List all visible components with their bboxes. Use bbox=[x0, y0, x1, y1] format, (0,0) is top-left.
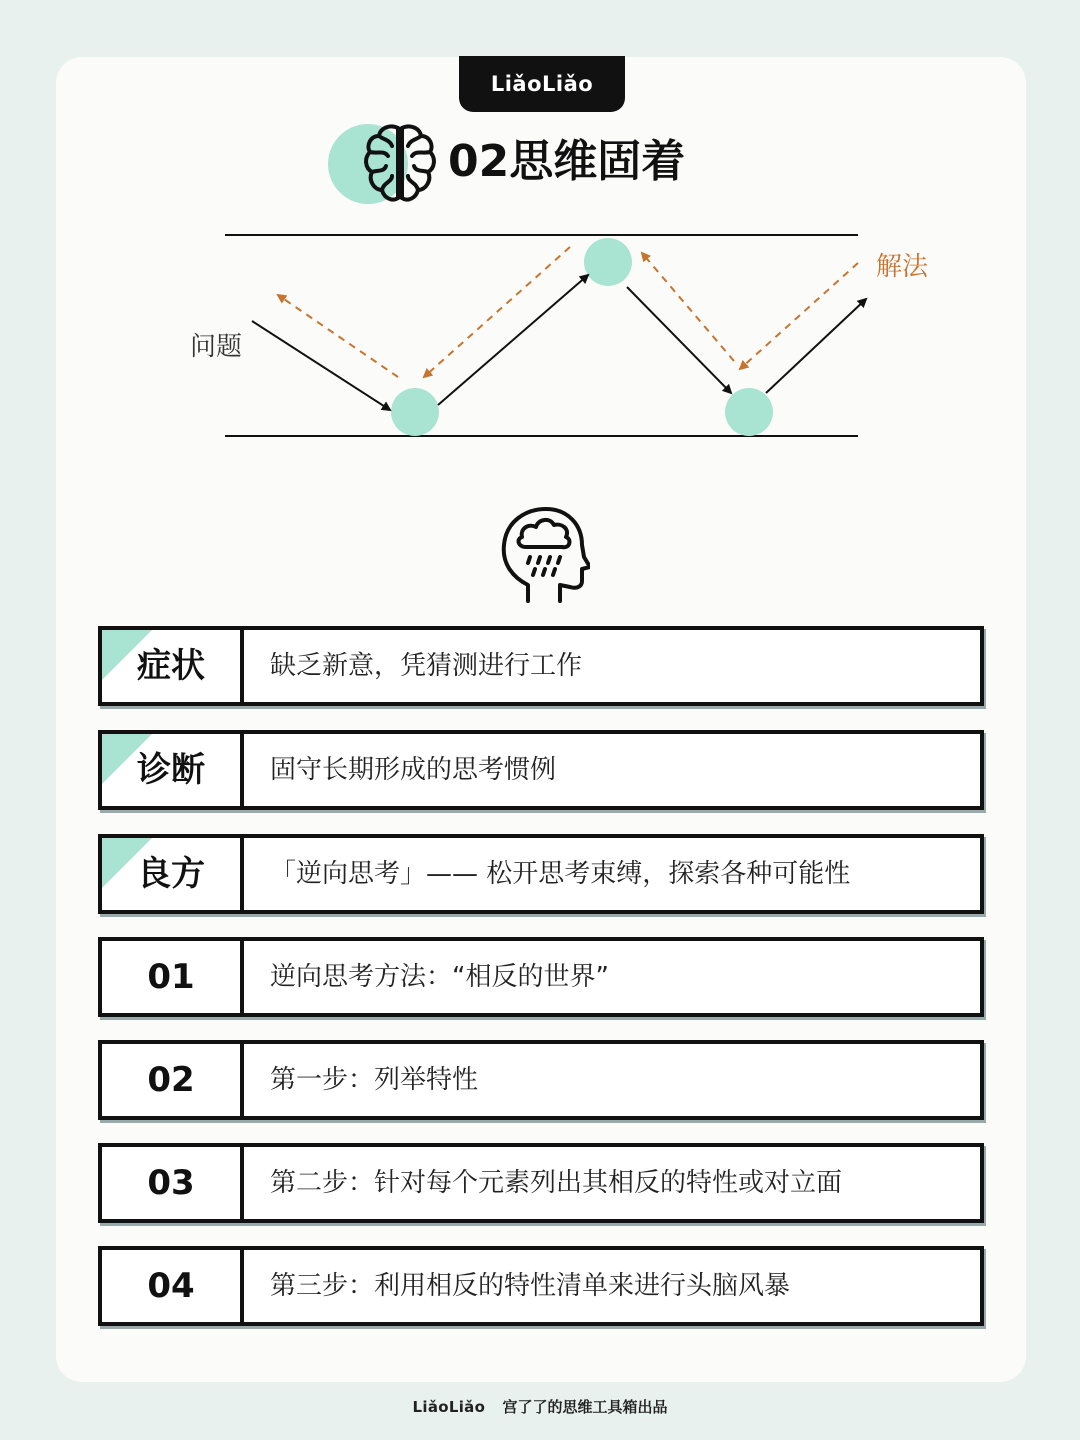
row-key-cell bbox=[102, 1250, 244, 1322]
table-row bbox=[98, 937, 984, 1017]
bounce-node-1 bbox=[391, 388, 439, 436]
table-row bbox=[98, 1040, 984, 1120]
solid-arrow-4 bbox=[766, 299, 866, 393]
table-row bbox=[98, 626, 984, 706]
row-value: 第一步：列举特性 bbox=[270, 1065, 479, 1095]
problem-solution-diagram bbox=[180, 225, 960, 455]
row-value: 缺乏新意，凭猜测进行工作 bbox=[270, 651, 583, 681]
table-row bbox=[98, 1143, 984, 1223]
row-value: 固守长期形成的思考惯例 bbox=[270, 755, 557, 785]
row-key: 01 bbox=[147, 957, 195, 997]
dashed-arrow-2 bbox=[424, 247, 570, 377]
thinking-head-icon bbox=[498, 505, 590, 605]
row-key-cell bbox=[102, 734, 244, 806]
bounce-node-2 bbox=[725, 388, 773, 436]
problem-label: 问题 bbox=[190, 332, 243, 362]
solid-arrow-2 bbox=[438, 275, 588, 405]
row-key-cell bbox=[102, 1147, 244, 1219]
peak-node bbox=[584, 238, 632, 286]
solution-label: 解法 bbox=[876, 252, 929, 282]
row-value: 逆向思考方法：“相反的世界” bbox=[270, 962, 609, 992]
brain-icon bbox=[362, 122, 438, 204]
table-row bbox=[98, 1246, 984, 1326]
brand-logo: LiǎoLiǎo bbox=[459, 56, 625, 112]
footer bbox=[0, 1396, 1080, 1417]
title-block bbox=[328, 122, 748, 204]
page-title: 02思维固着 bbox=[448, 136, 686, 187]
row-key: 02 bbox=[147, 1060, 195, 1100]
row-key: 03 bbox=[147, 1163, 195, 1203]
footer-brand: LiǎoLiǎo bbox=[412, 1398, 486, 1416]
row-key: 良方 bbox=[137, 854, 205, 894]
row-value: 「逆向思考」—— 松开思考束缚，探索各种可能性 bbox=[270, 859, 851, 889]
dashed-arrow-1 bbox=[278, 295, 398, 377]
solid-arrow-1 bbox=[252, 321, 390, 410]
table-row bbox=[98, 834, 984, 914]
footer-credit: 宫了了的思维工具箱出品 bbox=[502, 1398, 668, 1416]
row-value: 第三步：利用相反的特性清单来进行头脑风暴 bbox=[270, 1271, 791, 1301]
row-key: 04 bbox=[147, 1266, 195, 1306]
dashed-arrow-4 bbox=[740, 263, 858, 369]
row-key: 诊断 bbox=[137, 750, 205, 790]
row-key-cell bbox=[102, 630, 244, 702]
dashed-arrow-3 bbox=[642, 253, 734, 361]
table-row bbox=[98, 730, 984, 810]
row-key: 症状 bbox=[137, 646, 205, 686]
row-key-cell bbox=[102, 941, 244, 1013]
row-value: 第二步：针对每个元素列出其相反的特性或对立面 bbox=[270, 1168, 843, 1198]
row-key-cell bbox=[102, 1044, 244, 1116]
row-key-cell bbox=[102, 838, 244, 910]
